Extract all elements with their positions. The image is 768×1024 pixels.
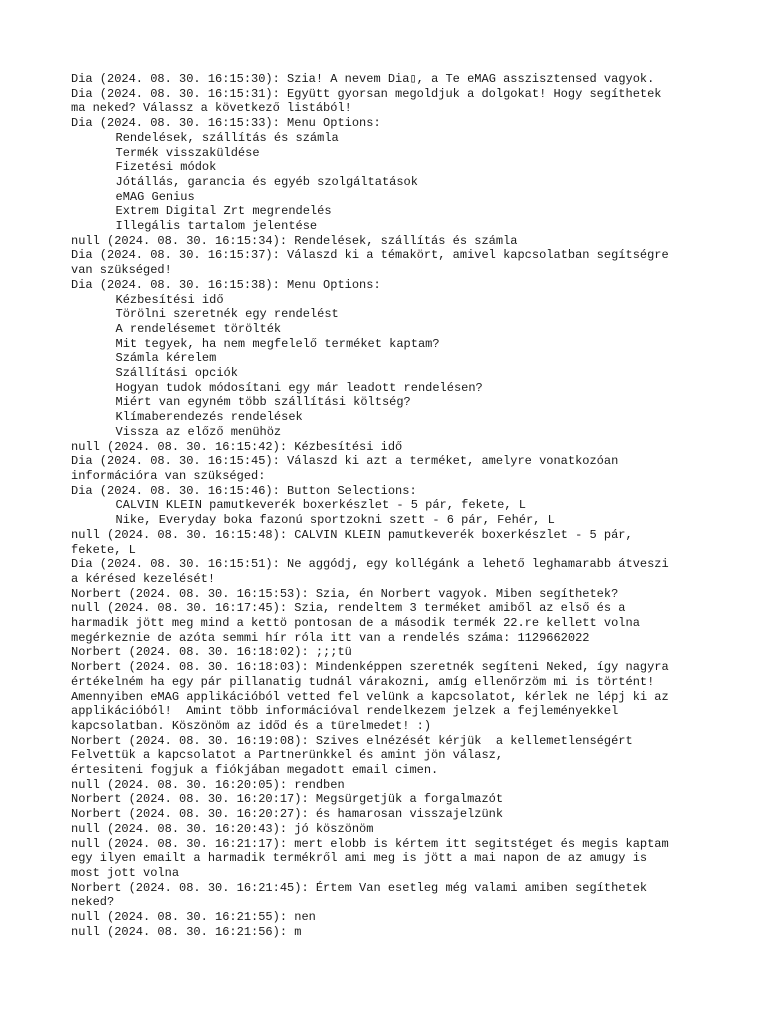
menu-option-line: Jótállás, garancia és egyéb szolgáltatások [115,174,418,189]
message-line: null (2024. 08. 30. 16:21:56): m [71,924,302,939]
menu-option-line: Illegális tartalom jelentése [115,219,318,234]
menu-option-line: Nike, Everyday boka fazonú sportzokni szett - 6 pár, Fehér, L [115,513,555,528]
menu-option-line: Mit tegyek, ha nem megfelelő terméket kaptam? [115,336,440,351]
message-line: null (2024. 08. 30. 16:15:42): Kézbesítési idő [71,439,403,454]
message-line: null (2024. 08. 30. 16:20:05): rendben [71,777,345,792]
menu-option-line: eMAG Genius [115,189,195,204]
message-line: Dia (2024. 08. 30. 16:15:37): Válaszd ki a témakört, amivel kapcsolatban segítségre [71,248,669,263]
menu-option-line: Törölni szeretnék egy rendelést [115,307,339,322]
message-line: Norbert (2024. 08. 30. 16:20:17): Megsürgetjük a forgalmazót [71,792,504,807]
message-line: van szükséged! [71,263,172,278]
message-line: applikációból! Amint több információval rendelkezem jelzek a fejleményekkel [71,704,619,719]
message-line: neked? [71,895,115,910]
menu-option-line: Kézbesítési idő [115,292,224,307]
message-line: null (2024. 08. 30. 16:20:43): jó köszönöm [71,821,374,836]
message-line: Norbert (2024. 08. 30. 16:18:03): Mindenképpen szeretnék segíteni Neked, így nagyra [71,660,669,675]
message-line: fekete, L [71,542,136,557]
message-line: megérkeznie de azóta semmi hír róla itt van a rendelés száma: 1129662022 [71,630,590,645]
menu-option-line: Rendelések, szállítás és számla [115,130,339,145]
message-line: ma neked? Válassz a következő listából! [71,101,352,116]
message-line: értékelném ha egy pár pillanatig tudnál várakozni, amíg ellenőrzöm mi is történt! [71,674,655,689]
menu-option-line: Számla kérelem [115,351,217,366]
message-line: Norbert (2024. 08. 30. 16:18:02): ;;;tü [71,645,352,660]
message-line: Norbert (2024. 08. 30. 16:21:45): Értem Van esetleg még valami amiben segíthetek [71,880,648,895]
menu-option-line: Termék visszaküldése [115,145,260,160]
message-line: egy ilyen emailt a harmadik termékről ami meg is jött a mai napon de az amugy is [71,851,648,866]
menu-option-line: A rendelésemet törölték [115,321,282,336]
message-line: Dia (2024. 08. 30. 16:15:33): Menu Options: [71,116,381,131]
menu-option-line: CALVIN KLEIN pamutkeverék boxerkészlet - 5 pár, fekete, L [115,498,526,513]
menu-option-line: Hogyan tudok módosítani egy már leadott rendelésen? [115,380,483,395]
message-line: Amennyiben eMAG applikációból vetted fel velünk a kapcsolatot, kérlek ne lépj ki az [71,689,669,704]
message-line: null (2024. 08. 30. 16:15:34): Rendelések, szállítás és számla [71,233,518,248]
message-line: null (2024. 08. 30. 16:15:48): CALVIN KLEIN pamutkeverék boxerkészlet - 5 pár, [71,527,633,542]
message-line: Dia (2024. 08. 30. 16:15:31): Együtt gyorsan megoldjuk a dolgokat! Hogy segíthetek [71,86,662,101]
message-line: Felvettük a kapcsolatot a Partnerünkkel és amint jön válasz, [71,748,504,763]
message-line: most jott volna [71,865,180,880]
message-line: Dia (2024. 08. 30. 16:15:45): Válaszd ki azt a terméket, amelyre vonatkozóan [71,454,619,469]
message-line: kapcsolatban. Köszönöm az időd és a türelmedet! :) [71,718,432,733]
message-line: Dia (2024. 08. 30. 16:15:38): Menu Options: [71,277,381,292]
message-line: Dia (2024. 08. 30. 16:15:51): Ne aggódj, egy kollégánk a lehető leghamarabb átveszi [71,557,669,572]
message-line: Norbert (2024. 08. 30. 16:19:08): Szives elnézését kérjük a kellemetlenségért [71,733,633,748]
message-line: Dia (2024. 08. 30. 16:15:46): Button Selections: [71,483,417,498]
message-line: értesiteni fogjuk a fiókjában megadott email cimen. [71,763,439,778]
message-line: információra van szükséged: [71,468,266,483]
menu-option-line: Miért van egyném több szállítási költség? [115,395,411,410]
menu-option-line: Szállítási opciók [115,366,238,381]
chat-transcript [71,72,761,939]
message-line: null (2024. 08. 30. 16:21:17): mert elobb is kértem itt segitstéget és megis kaptam [71,836,669,851]
menu-option-line: Klímaberendezés rendelések [115,410,303,425]
menu-option-line: Vissza az előző menühöz [115,424,282,439]
message-line: a kérésed kezelését! [71,571,216,586]
message-line: Norbert (2024. 08. 30. 16:15:53): Szia, én Norbert vagyok. Miben segíthetek? [71,586,619,601]
message-line: Norbert (2024. 08. 30. 16:20:27): és hamarosan visszajelzünk [71,807,504,822]
message-line: Dia (2024. 08. 30. 16:15:30): Szia! A nevem Dia▯, a Te eMAG asszisztensed vagyok. [71,72,655,86]
menu-option-line: Fizetési módok [115,160,217,175]
menu-option-line: Extrem Digital Zrt megrendelés [115,204,332,219]
message-line: null (2024. 08. 30. 16:21:55): nen [71,910,316,925]
message-line: harmadik jött meg mind a kettö pontosan de a második termék 22.re kellett volna [71,616,640,631]
message-line: null (2024. 08. 30. 16:17:45): Szia, rendeltem 3 terméket amiből az első és a [71,601,626,616]
